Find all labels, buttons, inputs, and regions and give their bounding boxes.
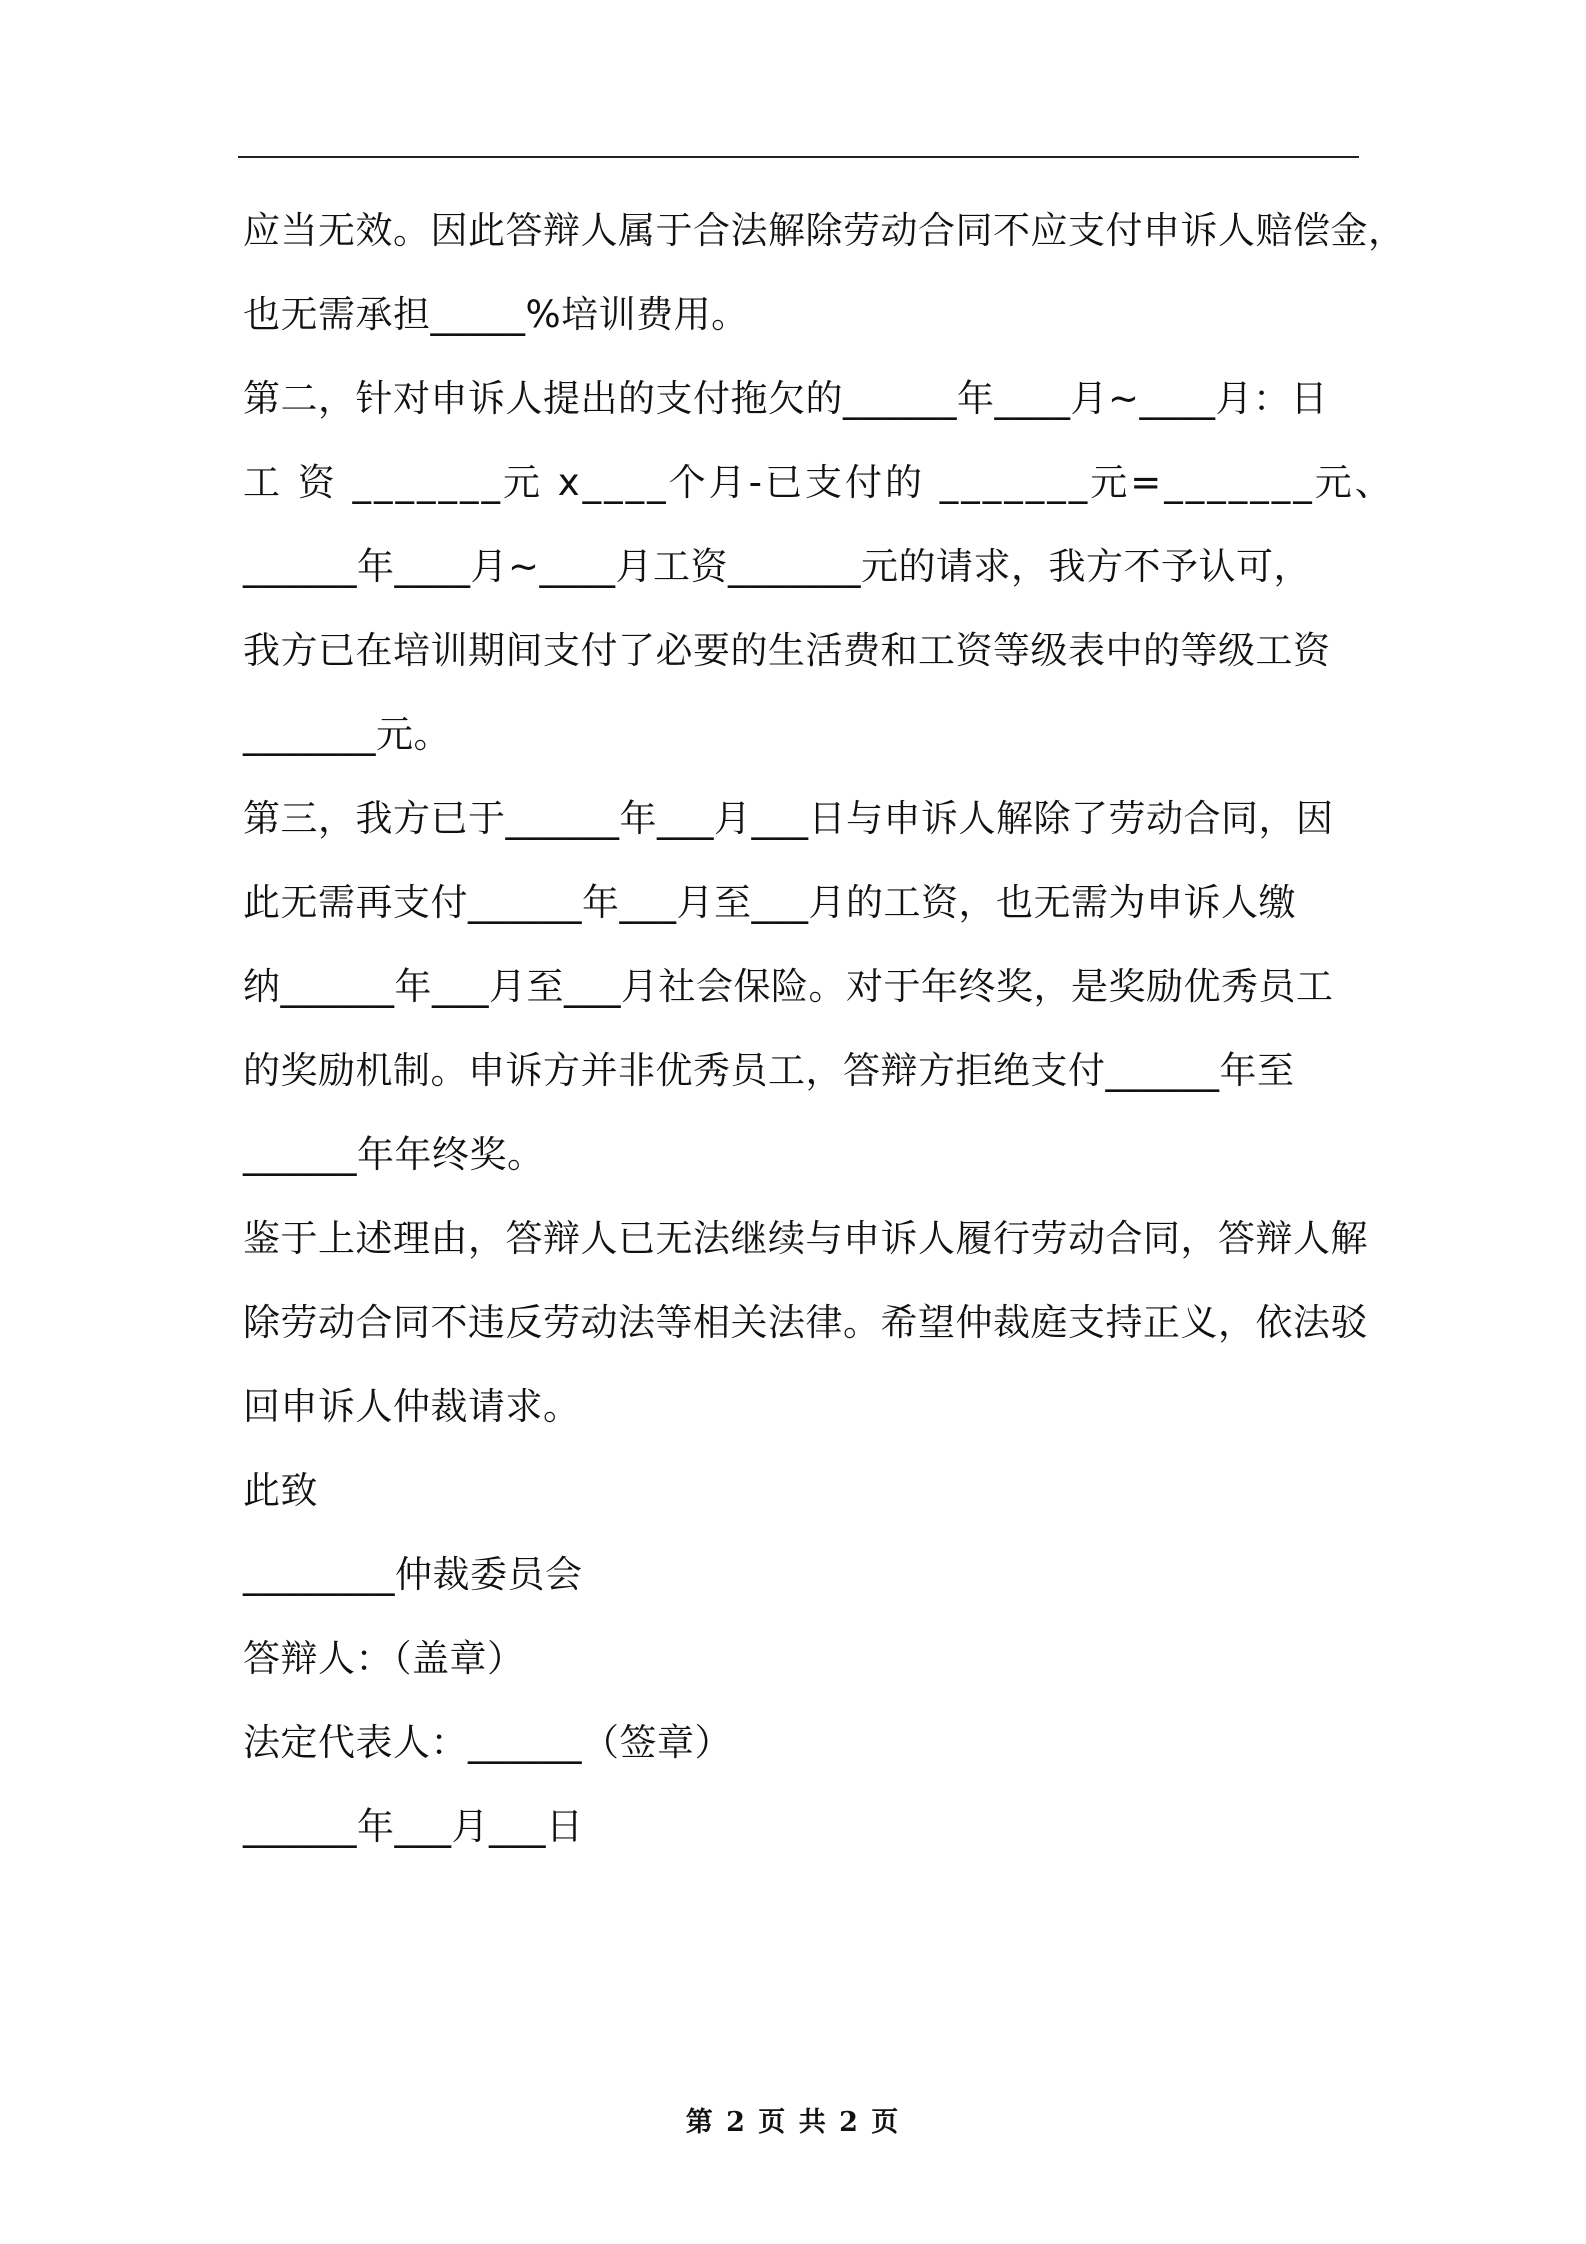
date-line: ______年___月___日 <box>243 1805 584 1848</box>
document-body <box>243 198 1406 1878</box>
body-line: 此无需再支付______年___月至___月的工资，也无需为申诉人缴 <box>243 881 1296 924</box>
respondent-seal-line: 答辩人：（盖章） <box>243 1637 525 1680</box>
header-rule <box>238 156 1359 158</box>
salutation: 此致 <box>243 1469 318 1512</box>
body-line: 也无需承担_____%培训费用。 <box>243 293 749 336</box>
body-line: 纳______年___月至___月社会保险。对于年终奖，是奖励优秀员工 <box>243 965 1334 1008</box>
body-line: 我方已在培训期间支付了必要的生活费和工资等级表中的等级工资 <box>243 629 1331 672</box>
page-number: 第 2 页 共 2 页 <box>685 2107 901 2138</box>
body-line: 应当无效。因此答辩人属于合法解除劳动合同不应支付申诉人赔偿金， <box>243 209 1406 252</box>
body-line: 除劳动合同不违反劳动法等相关法律。希望仲裁庭支持正义，依法驳 <box>243 1301 1368 1344</box>
body-line: 的奖励机制。申诉方并非优秀员工，答辩方拒绝支付______年至 <box>243 1049 1295 1092</box>
body-line: 鉴于上述理由，答辩人已无法继续与申诉人履行劳动合同，答辩人解 <box>243 1217 1368 1260</box>
body-line: 第三，我方已于______年___月___日与申诉人解除了劳动合同，因 <box>243 797 1334 840</box>
body-line: ______年____月~____月工资_______元的请求，我方不予认可， <box>243 545 1312 588</box>
body-line: ______年年终奖。 <box>243 1133 545 1176</box>
committee-line: ________仲裁委员会 <box>243 1553 583 1596</box>
body-line: 第二，针对申诉人提出的支付拖欠的______年____月~____月：日 <box>243 377 1329 420</box>
body-line: _______元。 <box>243 713 451 756</box>
closing-block <box>243 1458 1373 1878</box>
body-line: 回申诉人仲裁请求。 <box>243 1385 581 1428</box>
legal-rep-signature-line: 法定代表人：______（签章） <box>243 1721 732 1764</box>
body-line: 工 资 _______元 x____个月-已支付的 _______元=_______元、 <box>243 461 1395 504</box>
